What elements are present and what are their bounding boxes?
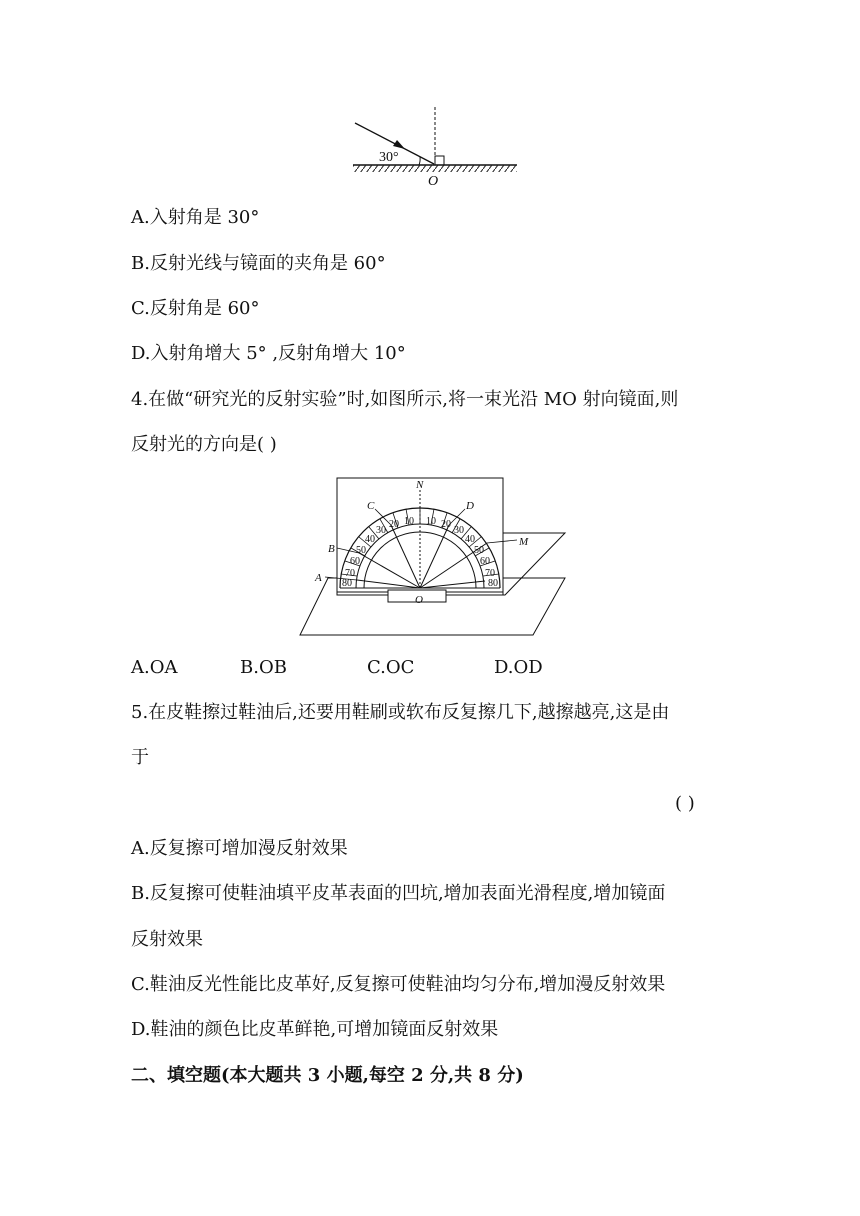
point-o-label: O (428, 174, 439, 189)
q5-answer-bracket: ( ) (675, 793, 695, 814)
q4-option-c: C.OC (367, 657, 415, 678)
scale-left-20: 20 (389, 519, 399, 530)
q3-option-c: C.反射角是 60° (131, 298, 260, 319)
label-d: D (466, 500, 474, 512)
angle-label: 30° (379, 150, 399, 165)
q5-option-d: D.鞋油的颜色比皮革鲜艳,可增加镜面反射效果 (131, 1019, 499, 1040)
q5-option-a: A.反复擦可增加漫反射效果 (131, 838, 348, 859)
q4-option-b: B.OB (240, 657, 287, 678)
q3-option-a: A.入射角是 30° (131, 207, 260, 228)
scale-left-10: 10 (404, 516, 414, 527)
mirror-hatch (353, 165, 517, 172)
right-angle-mark (435, 156, 444, 165)
scale-right-20: 20 (441, 519, 451, 530)
reflection-experiment-figure (295, 475, 575, 640)
angle-arc (419, 157, 420, 165)
scale-right-10: 10 (426, 516, 436, 527)
q4-option-a: A.OA (131, 657, 178, 678)
scale-left-80: 80 (342, 578, 352, 589)
label-b: B (328, 543, 335, 555)
label-n: N (416, 479, 424, 491)
q5-option-c: C.鞋油反光性能比皮革好,反复擦可使鞋油均匀分布,增加漫反射效果 (131, 974, 666, 995)
q4-option-d: D.OD (494, 657, 543, 678)
scale-left-50: 50 (356, 545, 366, 556)
scale-right-70: 70 (485, 568, 495, 579)
q4-stem-line1: 4.在做“研究光的反射实验”时,如图所示,将一束光沿 MO 射向镜面,则 (131, 389, 679, 410)
label-o: O (415, 594, 423, 606)
right-board (503, 533, 565, 595)
scale-right-80: 80 (488, 578, 498, 589)
label-c: C (367, 500, 375, 512)
q3-option-d: D.入射角增大 5° ,反射角增大 10° (131, 343, 406, 364)
scale-left-60: 60 (350, 556, 360, 567)
scale-left-40: 40 (365, 534, 375, 545)
q4-stem-line2: 反射光的方向是( ) (131, 434, 277, 455)
scale-right-40: 40 (465, 534, 475, 545)
q5-option-b-cont: 反射效果 (131, 929, 203, 950)
arrow-head-icon (393, 140, 405, 149)
incident-ray-figure (345, 105, 525, 190)
label-a: A (315, 572, 322, 584)
scale-left-30: 30 (376, 525, 386, 536)
section-heading: 二、填空题(本大题共 3 小题,每空 2 分,共 8 分) (131, 1065, 524, 1086)
q5-stem-line2: 于 (131, 747, 149, 768)
scale-right-30: 30 (454, 525, 464, 536)
scale-right-60: 60 (480, 556, 490, 567)
label-m: M (519, 536, 529, 548)
scale-right-50: 50 (474, 545, 484, 556)
q3-option-b: B.反射光线与镜面的夹角是 60° (131, 253, 386, 274)
q5-stem-line1: 5.在皮鞋擦过鞋油后,还要用鞋刷或软布反复擦几下,越擦越亮,这是由 (131, 702, 670, 723)
q5-option-b: B.反复擦可使鞋油填平皮革表面的凹坑,增加表面光滑程度,增加镜面 (131, 883, 666, 904)
scale-left-70: 70 (345, 568, 355, 579)
